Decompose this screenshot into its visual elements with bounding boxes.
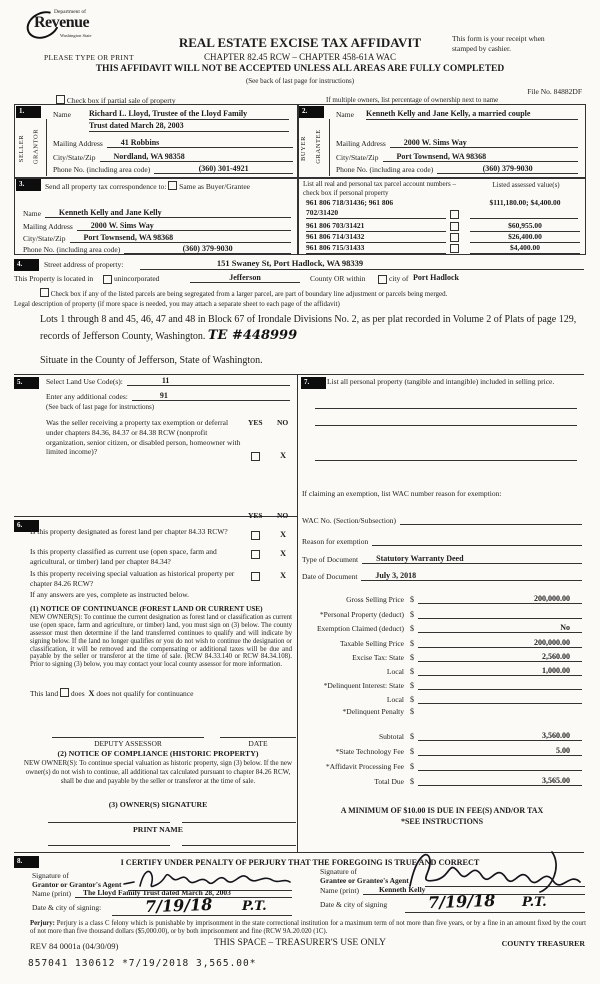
seller-phone-value: (360) 301-4921 bbox=[154, 164, 293, 174]
grantee-signature-of: Signature of bbox=[320, 867, 357, 876]
warning-line: THIS AFFIDAVIT WILL NOT BE ACCEPTED UNLESS ALL AREAS ARE FULLY COMPLETED bbox=[95, 64, 505, 74]
delinquent-interest-state-value bbox=[418, 680, 582, 690]
logo-state-text: Washington State bbox=[60, 33, 92, 38]
county-treasurer-label: COUNTY TREASURER bbox=[501, 939, 585, 948]
wac-row: WAC No. (Section/Subsection) bbox=[302, 516, 582, 525]
delinquent-penalty-value bbox=[418, 707, 582, 716]
dollar-sign: $ bbox=[410, 610, 414, 619]
forest-land-question: Is this property designated as forest land per chapter 84.33 RCW? bbox=[30, 527, 228, 536]
date-of-document-row: Date of Document July 3, 2018 bbox=[302, 571, 582, 581]
unincorporated-checkbox[interactable] bbox=[103, 275, 112, 284]
notice1-title: (1) NOTICE OF CONTINUANCE (FOREST LAND OR CURRENT USE) bbox=[30, 604, 263, 613]
section7-number: 7. bbox=[301, 377, 326, 389]
if-yes-note: If any answers are yes, complete as instructed below. bbox=[30, 590, 190, 599]
buyer-phone-value: (360) 379-9030 bbox=[437, 164, 578, 174]
grantor-date-label: Date & city of signing: bbox=[32, 903, 102, 912]
grantee-city-handwriting: P.T. bbox=[522, 895, 547, 910]
logo-name-text: Revenue bbox=[34, 14, 90, 31]
street-address-value: 151 Swaney St, Port Hadlock, WA 98339 bbox=[216, 258, 364, 268]
corr-phone-row: Phone No. (including area code) (360) 379-9030 bbox=[23, 244, 291, 254]
personal-property-line3 bbox=[315, 460, 577, 461]
notice2-title: (2) NOTICE OF COMPLIANCE (HISTORIC PROPERTY) bbox=[57, 749, 259, 758]
dollar-sign: $ bbox=[410, 595, 414, 604]
forest-land-no-answer: X bbox=[280, 529, 287, 539]
corr-mailing-value: 2000 W. Sims Way bbox=[77, 221, 291, 231]
buyer-mailing-row: Mailing Address 2000 W. Sims Way bbox=[336, 138, 578, 148]
city-value: Port Hadlock bbox=[413, 273, 459, 282]
form-chapter: CHAPTER 82.45 RCW – CHAPTER 458-61A WAC bbox=[204, 52, 396, 62]
does-checkbox[interactable] bbox=[60, 688, 69, 697]
seller-name-line2: Trust dated March 28, 2003 bbox=[89, 121, 289, 132]
seller-phone-row: Phone No. (including area code) (360) 301-4921 bbox=[53, 164, 293, 174]
section2-number: 2. bbox=[299, 106, 324, 118]
print-name-label: PRINT NAME bbox=[133, 825, 183, 834]
money-row-personal: *Personal Property (deduct) $ bbox=[300, 609, 582, 619]
gross-selling-price-value: 200,000.00 bbox=[418, 594, 582, 604]
money-row-gross: Gross Selling Price $ 200,000.00 bbox=[300, 594, 582, 604]
same-as-label: Same as Buyer/Grantee bbox=[179, 182, 250, 191]
see-instructions-note: *SEE INSTRUCTIONS bbox=[400, 817, 484, 826]
dollar-sign: $ bbox=[410, 707, 414, 716]
buyer-box bbox=[297, 104, 586, 179]
subtotal-value: 3,560.00 bbox=[418, 731, 582, 741]
deputy-assessor-label: DEPUTY ASSESSOR bbox=[94, 739, 162, 748]
section4-number: 4. bbox=[14, 259, 39, 271]
money-row-exemption: Exemption Claimed (deduct) $ No bbox=[300, 623, 582, 633]
notice2-body: NEW OWNER(S): To continue special valuation as historic property, sign (3) below. If the new owner(s) do not wish to continue, all additional tax calculated pursuant to chapter 84.26 RCW, shall be due and payable by the seller or transferor at the time of sale. bbox=[23, 759, 293, 785]
section6-yes-header: YES bbox=[248, 511, 263, 520]
personal-property-line1 bbox=[315, 408, 577, 409]
type-or-print-label: PLEASE TYPE OR PRINT bbox=[44, 53, 134, 62]
section3-number: 3. bbox=[16, 179, 41, 191]
seller-side-label2: GRANTOR bbox=[32, 128, 40, 165]
located-pre: This Property is located in bbox=[14, 274, 94, 283]
unincorporated-label: unincorporated bbox=[114, 274, 160, 283]
exemption-label: If claiming an exemption, list WAC number reason for exemption: bbox=[302, 489, 502, 498]
rev-number: REV 84 0001a (04/30/09) bbox=[30, 941, 119, 951]
dollar-sign: $ bbox=[410, 667, 414, 676]
county-value: Jefferson bbox=[190, 273, 300, 283]
owners-signature-label: (3) OWNER(S) SIGNATURE bbox=[108, 800, 208, 809]
grantor-agent-label: Grantor or Grantor's Agent bbox=[32, 880, 122, 889]
affidavit-processing-fee-value bbox=[418, 761, 582, 771]
parcel-row-num: 961 806 715/31433 bbox=[306, 243, 446, 254]
money-row-penalty: *Delinquent Penalty $ bbox=[300, 707, 582, 716]
reason-value bbox=[372, 545, 582, 546]
parcel4-personal-checkbox[interactable] bbox=[450, 244, 459, 253]
situate-line: Situate in the County of Jefferson, State of Washington. bbox=[40, 355, 263, 366]
partial-sale-label: Check box if partial sale of property bbox=[66, 96, 176, 105]
form-title: REAL ESTATE EXCISE TAX AFFIDAVIT bbox=[178, 35, 422, 50]
historical-no-answer: X bbox=[280, 570, 287, 580]
seller-name-label: Name bbox=[53, 110, 71, 119]
reason-row: Reason for exemption bbox=[302, 537, 582, 546]
historical-yes-checkbox[interactable] bbox=[251, 572, 260, 581]
grantor-signature-of: Signature of bbox=[32, 871, 69, 880]
current-use-yes-checkbox[interactable] bbox=[251, 550, 260, 559]
corr-phone-value: (360) 379-9030 bbox=[124, 244, 291, 254]
parcel2-personal-checkbox[interactable] bbox=[450, 222, 459, 231]
parcels-box bbox=[297, 177, 586, 255]
state-technology-fee-value: 5.00 bbox=[418, 746, 582, 756]
segregated-checkbox[interactable] bbox=[40, 288, 49, 297]
type-of-document-value: Statutory Warranty Deed bbox=[362, 554, 582, 564]
corr-city-row: City/State/Zip Port Townsend, WA 98368 bbox=[23, 233, 291, 243]
dollar-sign: $ bbox=[410, 732, 414, 741]
money-row-delinquent-state: *Delinquent Interest: State $ bbox=[300, 680, 582, 690]
seller-box bbox=[14, 104, 299, 179]
parcel-row-value: $60,955.00 bbox=[470, 221, 580, 232]
parcel-row-value: $26,400.00 bbox=[470, 232, 580, 243]
this-land-row bbox=[30, 688, 193, 698]
corr-name-value: Kenneth Kelly and Jane Kelly bbox=[45, 208, 291, 218]
section5-yes-checkbox[interactable] bbox=[251, 452, 260, 461]
city-of-label: city of bbox=[389, 274, 409, 283]
parcel-row-num: 961 806 703/31421 bbox=[306, 221, 446, 232]
section6-number: 6. bbox=[14, 520, 39, 532]
personal-property-line2 bbox=[315, 425, 577, 426]
forest-land-yes-checkbox[interactable] bbox=[251, 531, 260, 540]
parcel-row-value: $111,180.00; $4,400.00 bbox=[489, 198, 561, 207]
treasurer-stamp: 857041 130612 *7/19/2018 3,565.00* bbox=[28, 958, 257, 969]
notice1-body: NEW OWNER(S): To continue the current designation as forest land or classification as current use (open space, farm and agriculture, or timber) land, you must sign on (3) below. The county assessor must then determine if the land transferred continues to qualify and will indicate by signing below. If the land no longer qualifies or you do not wish to continue the designation or classification, it will be removed and the compensating or additional taxes will be due and payable by the seller or transferor at the time of sale. (RCW 84.33.140 or RCW 84.34.108). Prior to signing (3) below, you may contact your local county assessor for more information. bbox=[30, 614, 292, 669]
personal-property-label: List all personal property (tangible and intangible) included in selling price. bbox=[327, 377, 555, 386]
same-as-buyer-checkbox[interactable] bbox=[168, 181, 177, 190]
money-row-excise-local: Local $ 1,000.00 bbox=[300, 666, 582, 676]
grantee-name-value: Kenneth Kelly bbox=[363, 885, 585, 895]
date-of-document-value: July 3, 2018 bbox=[361, 571, 582, 581]
certify-statement: I CERTIFY UNDER PENALTY OF PERJURY THAT THE FOREGOING IS TRUE AND CORRECT bbox=[120, 858, 480, 867]
dollar-sign: $ bbox=[410, 653, 414, 662]
excise-state-value: 2,560.00 bbox=[418, 652, 582, 662]
parcel3-personal-checkbox[interactable] bbox=[450, 233, 459, 242]
total-due-value: 3,565.00 bbox=[418, 776, 582, 786]
county-or-label: County OR within bbox=[310, 274, 366, 283]
parcel-row-num: 961 806 714/31432 bbox=[306, 232, 446, 243]
dollar-sign: $ bbox=[410, 747, 414, 756]
section5-number: 5. bbox=[14, 377, 39, 389]
buyer-name-label: Name bbox=[336, 110, 354, 119]
legal-description: Lots 1 through 8 and 45, 46, 47 and 48 in Block 67 of Irondale Divisions No. 2, as per plat recorded in Volume 2 of Plats of page 129, records of Jefferson County, Washington. TE #448999 bbox=[40, 314, 577, 343]
grantee-name-row: Name (print) Kenneth Kelly bbox=[320, 885, 585, 895]
land-use-row: Select Land Use Code(s): 11 bbox=[46, 376, 290, 386]
perjury-bold: Perjury: bbox=[30, 920, 55, 927]
money-row-taxable: Taxable Selling Price $ 200,000.00 bbox=[300, 638, 582, 648]
additional-code-value: 91 bbox=[132, 391, 290, 401]
corr-name-row: Name Kenneth Kelly and Jane Kelly bbox=[23, 208, 291, 218]
date-label: DATE bbox=[248, 739, 268, 748]
dollar-sign: $ bbox=[410, 639, 414, 648]
grantor-name-value: The Lloyd Family Trust dated March 28, 2003 bbox=[75, 888, 292, 898]
corr-mailing-row: Mailing Address 2000 W. Sims Way bbox=[23, 221, 291, 231]
logo-dept-text: Department of bbox=[54, 9, 86, 15]
buyer-city-value: Port Townsend, WA 98368 bbox=[383, 152, 579, 162]
section5-no-header: NO bbox=[277, 418, 289, 427]
seller-name-line1: Richard L. Lloyd, Trustee of the Lloyd Family bbox=[89, 109, 289, 120]
section5-no-answer: X bbox=[280, 450, 287, 460]
grantor-name-row: Name (print) The Lloyd Family Trust dated March 28, 2003 bbox=[32, 888, 292, 898]
buyer-side-label2: GRANTEE bbox=[314, 129, 322, 164]
dollar-sign: $ bbox=[410, 624, 414, 633]
money-row-tech-fee: *State Technology Fee $ 5.00 bbox=[300, 746, 582, 756]
money-row-processing-fee: *Affidavit Processing Fee $ bbox=[300, 761, 582, 771]
current-use-no-answer: X bbox=[280, 548, 287, 558]
current-use-question: Is this property classified as current use (open space, farm and agricultural, or timber) land per chapter 84.34? bbox=[30, 547, 217, 566]
money-row-subtotal: Subtotal $ 3,560.00 bbox=[300, 731, 582, 741]
personal-property-deduct-value bbox=[418, 609, 582, 619]
delinquent-interest-local-value bbox=[418, 694, 582, 704]
taxable-selling-price-value: 200,000.00 bbox=[418, 638, 582, 648]
dollar-sign: $ bbox=[410, 681, 414, 690]
seller-city-row: City/State/Zip Nordland, WA 98358 bbox=[53, 152, 293, 162]
does-not-label: does not qualify for continuance bbox=[96, 689, 194, 698]
section1-number: 1. bbox=[16, 106, 41, 118]
buyer-city-row: City/State/Zip Port Townsend, WA 98368 bbox=[336, 152, 578, 162]
parcel1-personal-checkbox[interactable] bbox=[450, 210, 459, 219]
section8-number: 8. bbox=[14, 856, 39, 868]
money-row-excise-state: Excise Tax: State $ 2,560.00 bbox=[300, 652, 582, 662]
street-address-label: Street address of property: bbox=[44, 260, 124, 269]
dollar-sign: $ bbox=[410, 777, 414, 786]
section5-see-back: (See back of last page for instructions) bbox=[46, 403, 155, 411]
buyer-side-strip bbox=[299, 119, 330, 176]
receipt-note: This form is your receipt when stamped by cashier. bbox=[452, 34, 545, 53]
does-label: does bbox=[70, 689, 85, 698]
buyer-phone-row: Phone No. (including area code) (360) 379-9030 bbox=[336, 164, 578, 174]
corr-city-value: Port Townsend, WA 98368 bbox=[70, 233, 292, 243]
additional-codes-row: Enter any additional codes: 91 bbox=[46, 391, 290, 401]
correspondence-row bbox=[45, 181, 250, 191]
handwritten-te-number: TE #448999 bbox=[207, 327, 298, 343]
perjury-note bbox=[30, 920, 586, 937]
seller-city-value: Nordland, WA 98358 bbox=[100, 152, 294, 162]
does-not-x-mark: X bbox=[88, 688, 95, 698]
grantee-date-handwriting: 7/19/18 bbox=[427, 890, 496, 913]
multiple-owners-note: If multiple owners, list percentage of ownership next to name bbox=[326, 96, 499, 104]
dollar-sign: $ bbox=[410, 762, 414, 771]
seller-side-strip bbox=[16, 119, 47, 176]
seller-side-label1: SELLER bbox=[18, 134, 26, 163]
type-of-document-row: Type of Document Statutory Warranty Deed bbox=[302, 554, 582, 564]
buyer-side-label1: BUYER bbox=[300, 135, 308, 162]
buyer-mailing-value: 2000 W. Sims Way bbox=[390, 138, 578, 148]
city-checkbox[interactable] bbox=[378, 275, 387, 284]
segregated-row bbox=[40, 288, 580, 298]
grantor-date-handwriting: 7/19/18 bbox=[144, 894, 213, 917]
buyer-name-value: Kenneth Kelly and Jane Kelly, a married couple bbox=[366, 109, 578, 120]
grantee-date-label: Date & city of signing bbox=[320, 900, 388, 909]
grantor-city-handwriting: P.T. bbox=[242, 899, 267, 914]
land-use-code-value: 11 bbox=[127, 376, 290, 386]
file-no: File No. 84882DF bbox=[527, 87, 582, 96]
correspondence-label: Send all property tax correspondence to: bbox=[45, 182, 167, 191]
parcel-row-num: 961 806 718/31436; 961 806 bbox=[306, 198, 394, 207]
this-land-label: This land bbox=[30, 689, 59, 698]
treasurer-space-label: THIS SPACE – TREASURER'S USE ONLY bbox=[213, 938, 387, 948]
grantee-agent-label: Grantee or Grantee's Agent bbox=[320, 876, 409, 885]
wac-value bbox=[400, 524, 582, 525]
section6-no-header: NO bbox=[277, 511, 289, 520]
money-row-total: Total Due $ 3,565.00 bbox=[300, 776, 582, 786]
historical-question: Is this property receiving special valuation as historical property per chapter 84.26 RCW? bbox=[30, 569, 235, 588]
correspondence-box bbox=[14, 177, 299, 255]
segregated-label: Check box if any of the listed parcels are being segregated from a larger parcel, are part of boundary line adjustment or parcels being merged. bbox=[50, 290, 448, 298]
minimum-fee-note: A MINIMUM OF $10.00 IS DUE IN FEE(S) AND/OR TAX bbox=[340, 806, 544, 815]
parcels-header-left: List all real and personal tax parcel account numbers – check box if personal property bbox=[303, 180, 456, 197]
see-back-note: (See back of last page for instructions) bbox=[245, 77, 355, 85]
revenue-logo bbox=[26, 9, 146, 47]
dollar-sign: $ bbox=[410, 695, 414, 704]
seller-mailing-row: Mailing Address 41 Robbins bbox=[53, 138, 293, 148]
parcels-header-right: Listed assessed value(s) bbox=[492, 181, 560, 189]
parcel-row-num2: 702/31420 bbox=[306, 208, 446, 219]
money-row-delinquent-local: Local $ bbox=[300, 694, 582, 704]
partial-sale-checkbox[interactable] bbox=[56, 95, 65, 104]
parcel-row-value: $4,400.00 bbox=[470, 243, 580, 254]
exemption-claimed-value: No bbox=[418, 623, 582, 633]
legal-desc-label: Legal description of property (if more space is needed, you may attach a separate sheet to each page of the affidavit) bbox=[14, 300, 340, 308]
excise-local-value: 1,000.00 bbox=[418, 666, 582, 676]
seller-mailing-value: 41 Robbins bbox=[107, 138, 293, 148]
perjury-text: Perjury is a class C felony which is punishable by imprisonment in the state correctional institution for a maximum term of not more than five years, or by a fine in an amount fixed by the court of not more than five thousand dollars ($5,000.00), or by both imprisonment and fine (RCW 9A.20.020 (1C). bbox=[30, 920, 586, 936]
section5-yes-header: YES bbox=[248, 418, 263, 427]
section5-question: Was the seller receiving a property tax exemption or deferral under chapters 84.36, 84.37 or 84.38 RCW (nonprofit organization, senior citizen, or disabled person, homeowner with limited income)? bbox=[46, 418, 241, 457]
